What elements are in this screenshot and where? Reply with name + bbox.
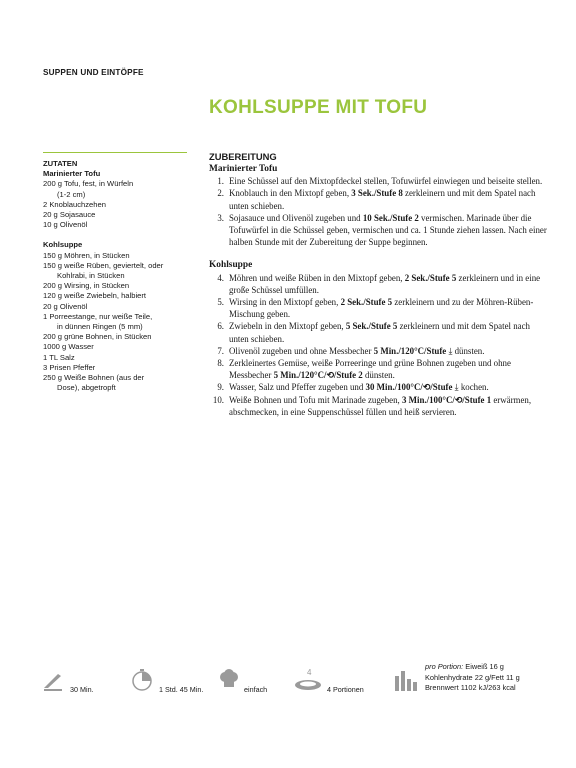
ingredient-item: 150 g weiße Rüben, geviertelt, oder bbox=[43, 260, 164, 270]
step-number: 7. bbox=[217, 345, 224, 356]
ingredient-item: 1 Porreestange, nur weiße Teile, bbox=[43, 311, 153, 321]
step-text: Wirsing in den Mixtopf geben, 2 Sek./Stufe 5 zerkleinern und zu der Möhren-Rüben-Mischung geben. bbox=[229, 297, 534, 320]
step-item bbox=[209, 272, 549, 296]
ingredient-item: Kohlrabi, in Stücken bbox=[57, 271, 125, 281]
step-number: 8. bbox=[217, 358, 224, 369]
ingredient-item: 200 g Wirsing, in Stücken bbox=[43, 281, 130, 291]
ingredients-heading: ZUTATEN bbox=[43, 159, 78, 168]
step-item bbox=[209, 187, 549, 211]
ingredient-item: (1-2 cm) bbox=[57, 189, 86, 199]
ingredient-item: 2 Knoblauchzehen bbox=[43, 199, 106, 209]
total-time: 1 Std. 45 Min. bbox=[159, 685, 204, 694]
ingredient-group-title: Kohlsuppe bbox=[43, 240, 83, 250]
step-text: Sojasauce und Olivenöl zugeben und 10 Sek./Stufe 2 vermischen. Marinade über die Tofuwürfel in die Schüssel geben, vermischen und ca. 1 Stunde ziehen lassen. Nach einer halben Stunde mit der Zubereitung der Suppe beginnen. bbox=[229, 212, 547, 248]
ingredient-group-title: Marinierter Tofu bbox=[43, 169, 101, 179]
servings-icon-number: 4 bbox=[307, 668, 312, 677]
ingredient-item: 3 Prisen Pfeffer bbox=[43, 362, 96, 372]
knife-icon bbox=[42, 670, 64, 692]
step-text: Zwiebeln in den Mixtopf geben, 5 Sek./Stufe 5 zerkleinern und mit dem Spatel nach unten schieben. bbox=[229, 321, 530, 344]
step-text: Weiße Bohnen und Tofu mit Marinade zugeben, 3 Min./100°C/⟲/Stufe 1 erwärmen, abschmecken, in eine Suppenschüssel füllen und heiß servieren. bbox=[229, 394, 532, 417]
step-number: 6. bbox=[217, 321, 224, 332]
nutrition-info bbox=[425, 662, 520, 694]
ingredient-item: Dose), abgetropft bbox=[57, 383, 116, 393]
section-label: SUPPEN UND EINTÖPFE bbox=[43, 68, 144, 77]
ingredient-item: 1000 g Wasser bbox=[43, 342, 94, 352]
step-number: 1. bbox=[217, 176, 224, 187]
step-text: Wasser, Salz und Pfeffer zugeben und 30 Min./100°C/⟲/Stufe ⤓ kochen. bbox=[229, 382, 489, 393]
preparation-group-title: Kohlsuppe bbox=[209, 260, 253, 271]
ingredient-item: 10 g Olivenöl bbox=[43, 220, 88, 230]
nutrition-label: pro Portion: bbox=[425, 662, 464, 671]
step-item bbox=[209, 345, 549, 357]
protein: Eiweiß 16 g bbox=[465, 662, 504, 671]
preparation-heading: ZUBEREITUNG bbox=[209, 151, 277, 162]
preparation-group-title: Marinierter Tofu bbox=[209, 164, 278, 174]
servings: 4 Portionen bbox=[327, 685, 364, 694]
step-item bbox=[209, 296, 549, 320]
ingredient-item: 1 TL Salz bbox=[43, 352, 75, 362]
step-number: 9. bbox=[217, 382, 224, 393]
step-item bbox=[209, 394, 549, 418]
difficulty: einfach bbox=[244, 685, 268, 694]
step-item bbox=[209, 320, 549, 344]
step-number: 5. bbox=[217, 297, 224, 308]
chef-hat-icon bbox=[218, 668, 240, 692]
ingredient-item: 20 g Sojasauce bbox=[43, 210, 96, 220]
ingredient-item: 150 g Möhren, in Stücken bbox=[43, 250, 130, 260]
clock-icon bbox=[131, 668, 153, 692]
ingredient-item: 20 g Olivenöl bbox=[43, 301, 88, 311]
ingredient-item: 200 g grüne Bohnen, in Stücken bbox=[43, 332, 152, 342]
nutrition-chart-icon bbox=[394, 668, 418, 692]
step-item bbox=[209, 212, 549, 249]
prep-time: 30 Min. bbox=[70, 685, 94, 694]
ingredients-rule bbox=[43, 152, 187, 153]
plate-icon bbox=[294, 678, 322, 692]
step-number: 2. bbox=[217, 188, 224, 199]
step-text: Zerkleinertes Gemüse, weiße Porreeringe und grüne Bohnen zugeben und ohne Messbecher 5 Min./120°C/⟲/Stufe 2 dünsten. bbox=[229, 358, 511, 381]
step-text: Eine Schüssel auf den Mixtopfdeckel stellen, Tofuwürfel einwiegen und beiseite stellen. bbox=[229, 176, 543, 187]
ingredient-item: in dünnen Ringen (5 mm) bbox=[57, 322, 143, 332]
step-number: 10. bbox=[212, 394, 224, 405]
step-number: 4. bbox=[217, 272, 224, 283]
steps-list bbox=[209, 272, 549, 418]
recipe-title: KOHLSUPPE MIT TOFU bbox=[209, 97, 428, 118]
step-text: Möhren und weiße Rüben in den Mixtopf geben, 2 Sek./Stufe 5 zerkleinern und in eine große Schüssel umfüllen. bbox=[229, 272, 541, 295]
step-number: 3. bbox=[217, 212, 224, 223]
ingredients-column bbox=[43, 159, 193, 393]
step-text: Knoblauch in den Mixtopf geben, 3 Sek./Stufe 8 zerkleinern und mit dem Spatel nach unten schieben. bbox=[229, 188, 536, 211]
steps-list bbox=[209, 175, 549, 248]
ingredient-item: 120 g weiße Zwiebeln, halbiert bbox=[43, 291, 146, 301]
step-item bbox=[209, 381, 549, 393]
carbs-fat: Kohlenhydrate 22 g/Fett 11 g bbox=[425, 672, 520, 682]
ingredient-item: 200 g Tofu, fest, in Würfeln bbox=[43, 179, 134, 189]
preparation-column bbox=[209, 151, 549, 418]
step-item bbox=[209, 175, 549, 187]
step-item bbox=[209, 357, 549, 381]
energy: Brennwert 1102 kJ/263 kcal bbox=[425, 683, 516, 692]
ingredient-item: 250 g Weiße Bohnen (aus der bbox=[43, 373, 145, 383]
step-text: Olivenöl zugeben und ohne Messbecher 5 Min./120°C/Stufe ⤓ dünsten. bbox=[229, 345, 485, 356]
